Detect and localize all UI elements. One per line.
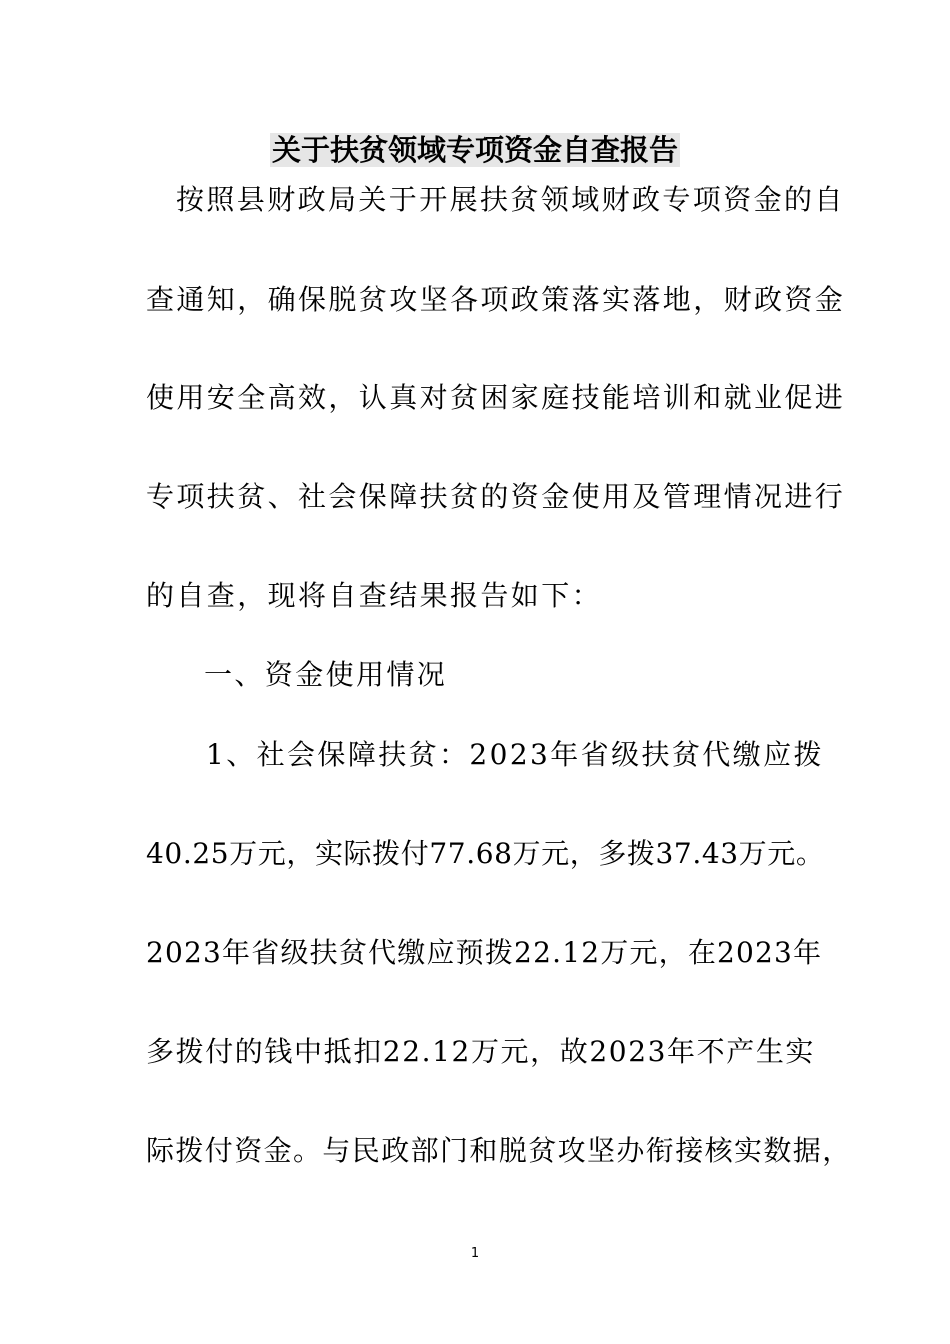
paragraph-line: 的自查，现将自查结果报告如下： [146,579,603,612]
section-heading: 一、资金使用情况 [204,658,448,691]
paragraph-line: 专项扶贫、社会保障扶贫的资金使用及管理情况进行 [146,480,846,513]
paragraph-line: 使用安全高效，认真对贫困家庭技能培训和就业促进 [146,381,846,414]
paragraph-line: 查通知，确保脱贫攻坚各项政策落实落地，财政资金 [146,283,846,316]
paragraph-line: 际拨付资金。与民政部门和脱贫攻坚办衔接核实数据， [146,1134,852,1167]
title-text: 关于扶贫领域专项资金自查报告 [271,133,678,167]
paragraph-line: 按照县财政局关于开展扶贫领域财政专项资金的自 [176,183,845,216]
paragraph-line: 2023年省级扶贫代缴应预拨22.12万元，在2023年 [146,936,823,969]
document-title [0,130,950,170]
page-number: 1 [470,1246,480,1261]
paragraph-line: 多拨付的钱中抵扣22.12万元，故2023年不产生实 [146,1035,816,1068]
paragraph-line: 40.25万元，实际拨付77.68万元，多拨37.43万元。 [146,837,825,870]
paragraph-line: 1、社会保障扶贫：2023年省级扶贫代缴应拨 [206,738,824,771]
